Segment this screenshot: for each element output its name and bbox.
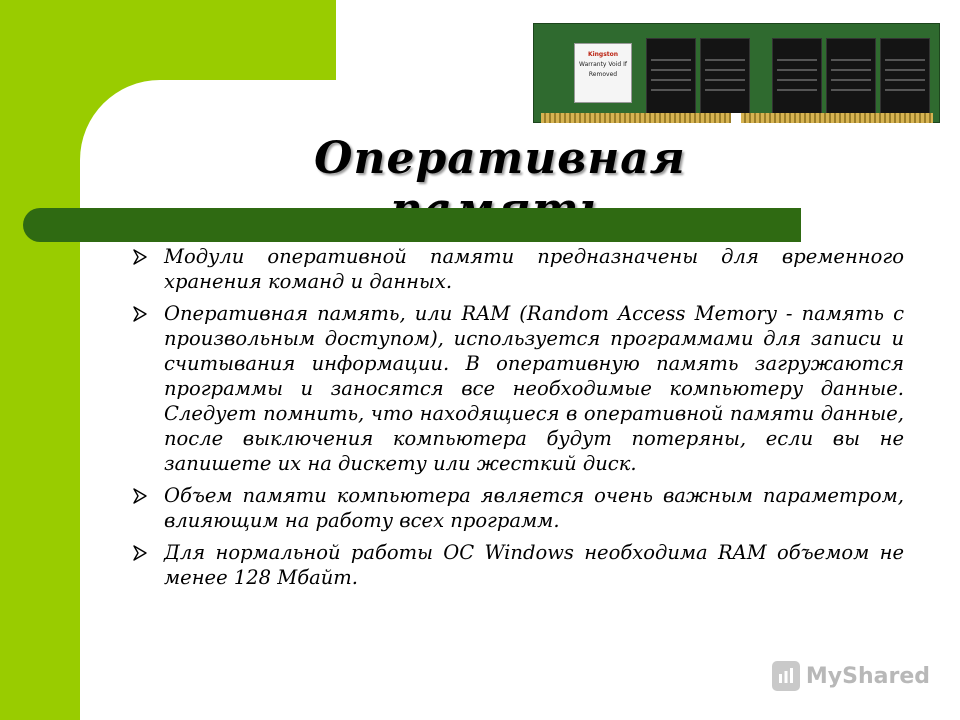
watermark [772,658,930,694]
bullet-text: Модули оперативной памяти предназначены для временного хранения команд и данных. [164,245,904,293]
bullet-item [124,540,904,590]
ram-module-image [533,17,945,127]
arrow-bullet-icon [132,306,148,322]
ram-chip [772,38,822,118]
arrow-bullet-icon [132,545,148,561]
ram-chip [826,38,876,118]
arrow-bullet-icon [132,249,148,265]
ram-chip [700,38,750,118]
slide-title: Оперативная [314,133,686,184]
ram-brand-label: Kingston [587,51,619,58]
ram-notch [731,113,741,125]
bullet-list [124,244,904,597]
bullet-text: Для нормальной работы ОС Windows необходима RAM объемом не менее 128 Мбайт. [164,541,904,589]
arrow-bullet-icon [132,488,148,504]
ram-sublabel: Warranty Void If Removed [579,61,627,78]
ram-chip [880,38,930,118]
bullet-item [124,483,904,533]
ram-label-sticker [574,43,632,103]
ram-pcb [533,23,940,123]
watermark-logo-icon [772,661,800,691]
ram-chip [646,38,696,118]
bullet-text: Объем памяти компьютера является очень важным параметром, влияющим на работу всех программ. [164,484,904,532]
bullet-text: Оперативная память, или RAM (Random Access Memory - память с произвольным доступом), используется программами для записи и считывания информации. В оперативную память загружаются программы и заносятся все необходимые компьютеру данные. Следует помнить, что находящиеся в оперативной памяти данные, после выключения компьютера будут потеряны, если вы не запишете их на дискету или жесткий диск. [164,302,904,475]
bullet-item [124,244,904,294]
bullet-item [124,301,904,476]
title-underline-bar [23,208,801,242]
watermark-text: MyShared [805,663,930,689]
